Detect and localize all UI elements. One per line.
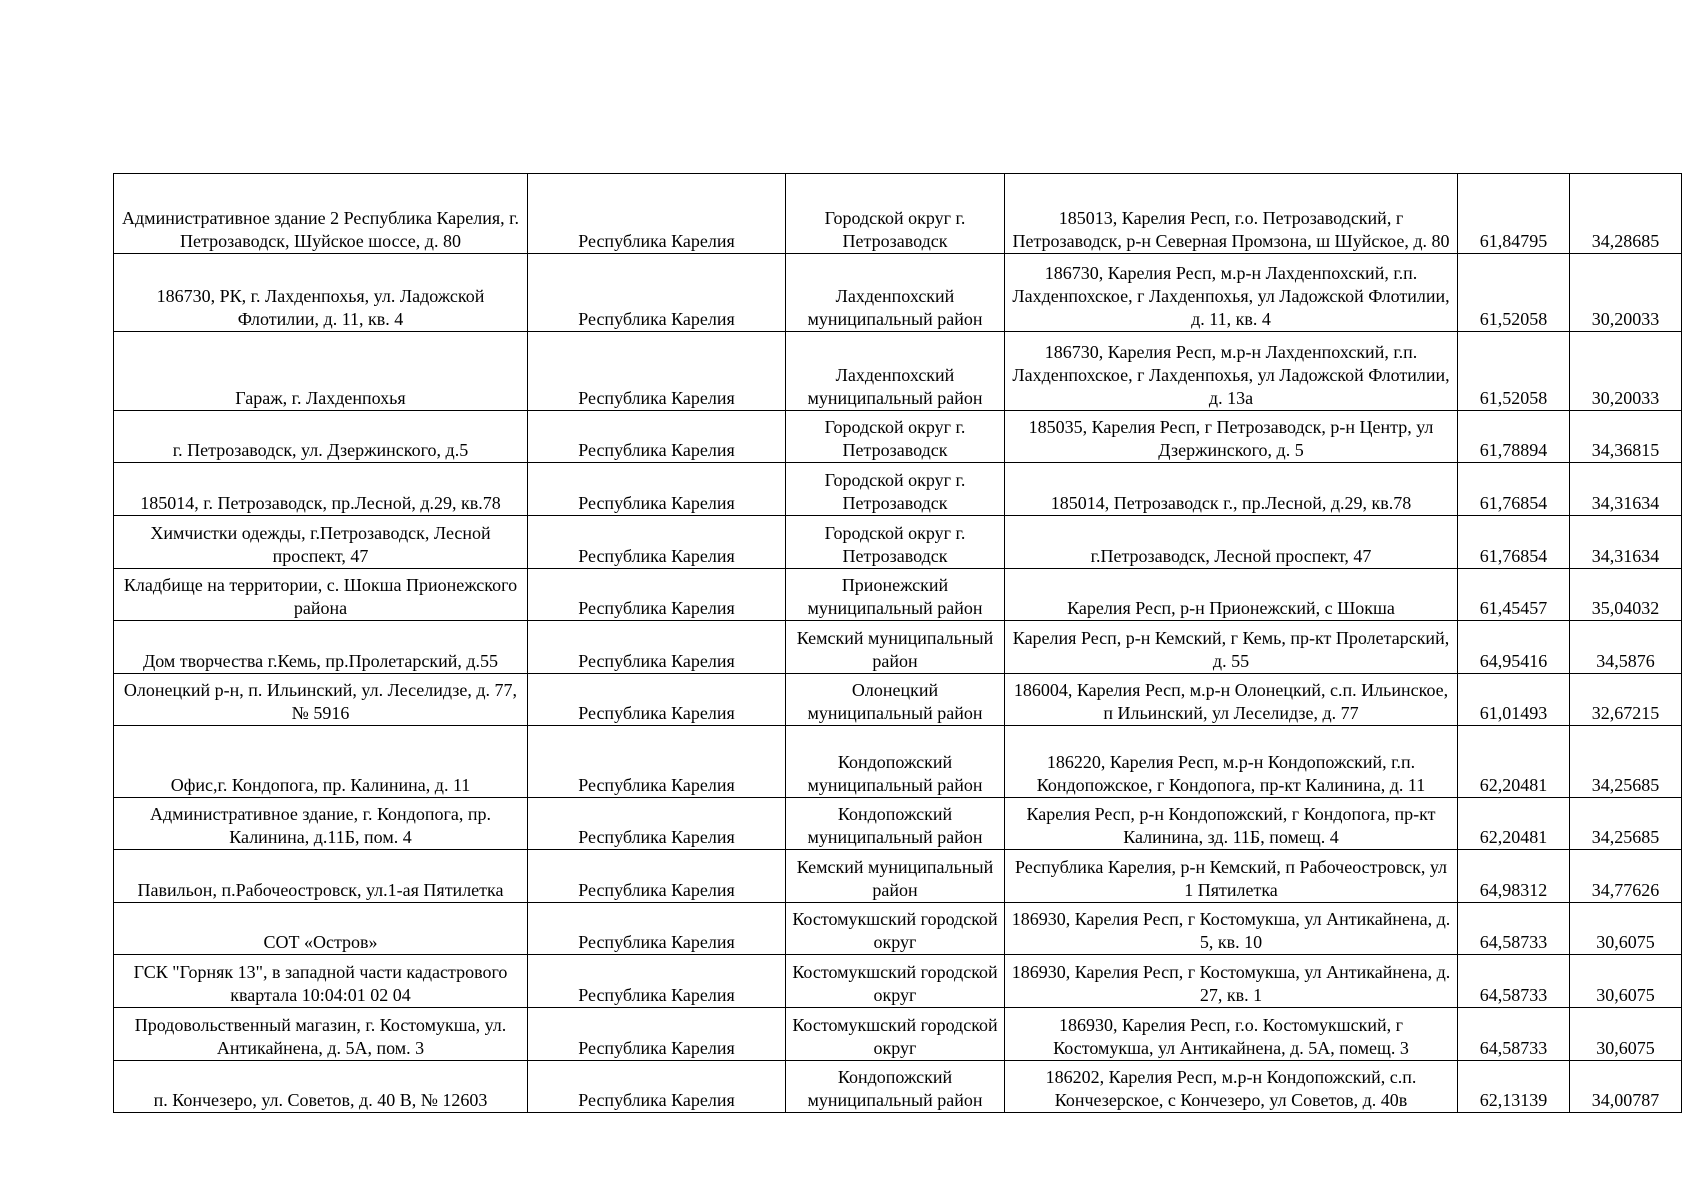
registry-table-body [114, 174, 1682, 1113]
municipality-cell: Городской округ г. Петрозаводск [786, 411, 1005, 463]
table-row [114, 463, 1682, 516]
municipality-cell: Кондопожский муниципальный район [786, 1061, 1005, 1113]
latitude-cell: 61,52058 [1458, 332, 1570, 411]
municipality-cell: Лахденпохский муниципальный район [786, 254, 1005, 332]
latitude-cell: 64,98312 [1458, 850, 1570, 903]
object-name-cell: Олонецкий р-н, п. Ильинский, ул. Леселидзе, д. 77, № 5916 [114, 674, 528, 726]
table-row [114, 174, 1682, 254]
longitude-cell: 30,6075 [1570, 1008, 1682, 1061]
table-row [114, 1008, 1682, 1061]
longitude-cell: 34,00787 [1570, 1061, 1682, 1113]
longitude-cell: 34,31634 [1570, 463, 1682, 516]
object-name-cell: ГСК "Горняк 13", в западной части кадастрового квартала 10:04:01 02 04 [114, 955, 528, 1008]
region-cell: Республика Карелия [528, 903, 786, 955]
latitude-cell: 62,20481 [1458, 798, 1570, 850]
fias-address-cell: Карелия Респ, р-н Кондопожский, г Кондопога, пр-кт Калинина, зд. 11Б, помещ. 4 [1005, 798, 1458, 850]
municipality-cell: Городской округ г. Петрозаводск [786, 463, 1005, 516]
longitude-cell: 34,5876 [1570, 621, 1682, 674]
fias-address-cell: 186220, Карелия Респ, м.р-н Кондопожский, г.п. Кондопожское, г Кондопога, пр-кт Калинина, д. 11 [1005, 726, 1458, 798]
region-cell: Республика Карелия [528, 463, 786, 516]
fias-address-cell: 185035, Карелия Респ, г Петрозаводск, р-н Центр, ул Дзержинского, д. 5 [1005, 411, 1458, 463]
latitude-cell: 61,84795 [1458, 174, 1570, 254]
fias-address-cell: Карелия Респ, р-н Кемский, г Кемь, пр-кт Пролетарский, д. 55 [1005, 621, 1458, 674]
fias-address-cell: 186004, Карелия Респ, м.р-н Олонецкий, с.п. Ильинское, п Ильинский, ул Леселидзе, д. 77 [1005, 674, 1458, 726]
table-row [114, 903, 1682, 955]
region-cell: Республика Карелия [528, 411, 786, 463]
longitude-cell: 30,20033 [1570, 332, 1682, 411]
object-name-cell: Дом творчества г.Кемь, пр.Пролетарский, д.55 [114, 621, 528, 674]
table-row [114, 569, 1682, 621]
latitude-cell: 64,58733 [1458, 955, 1570, 1008]
table-row [114, 798, 1682, 850]
longitude-cell: 34,25685 [1570, 798, 1682, 850]
fias-address-cell: 185014, Петрозаводск г., пр.Лесной, д.29, кв.78 [1005, 463, 1458, 516]
latitude-cell: 61,01493 [1458, 674, 1570, 726]
latitude-cell: 61,78894 [1458, 411, 1570, 463]
fias-address-cell: 186730, Карелия Респ, м.р-н Лахденпохский, г.п. Лахденпохское, г Лахденпохья, ул Ладожской Флотилии, д. 11, кв. 4 [1005, 254, 1458, 332]
object-name-cell: 185014, г. Петрозаводск, пр.Лесной, д.29, кв.78 [114, 463, 528, 516]
table-row [114, 516, 1682, 569]
fias-address-cell: 185013, Карелия Респ, г.о. Петрозаводский, г Петрозаводск, р-н Северная Промзона, ш Шуйское, д. 80 [1005, 174, 1458, 254]
table-row [114, 1061, 1682, 1113]
region-cell: Республика Карелия [528, 332, 786, 411]
municipality-cell: Олонецкий муниципальный район [786, 674, 1005, 726]
region-cell: Республика Карелия [528, 174, 786, 254]
table-row [114, 254, 1682, 332]
object-name-cell: Административное здание, г. Кондопога, пр. Калинина, д.11Б, пом. 4 [114, 798, 528, 850]
fias-address-cell: 186930, Карелия Респ, г.о. Костомукшский, г Костомукша, ул Антикайнена, д. 5А, помещ. 3 [1005, 1008, 1458, 1061]
object-name-cell: п. Кончезеро, ул. Советов, д. 40 В, № 12603 [114, 1061, 528, 1113]
object-name-cell: СОТ «Остров» [114, 903, 528, 955]
fias-address-cell: 186930, Карелия Респ, г Костомукша, ул Антикайнена, д. 5, кв. 10 [1005, 903, 1458, 955]
fias-address-cell: г.Петрозаводск, Лесной проспект, 47 [1005, 516, 1458, 569]
latitude-cell: 64,58733 [1458, 903, 1570, 955]
latitude-cell: 61,52058 [1458, 254, 1570, 332]
object-name-cell: 186730, РК, г. Лахденпохья, ул. Ладожской Флотилии, д. 11, кв. 4 [114, 254, 528, 332]
fias-address-cell: 186930, Карелия Респ, г Костомукша, ул Антикайнена, д. 27, кв. 1 [1005, 955, 1458, 1008]
municipality-cell: Городской округ г. Петрозаводск [786, 174, 1005, 254]
region-cell: Республика Карелия [528, 674, 786, 726]
object-name-cell: Офис,г. Кондопога, пр. Калинина, д. 11 [114, 726, 528, 798]
region-cell: Республика Карелия [528, 569, 786, 621]
longitude-cell: 34,28685 [1570, 174, 1682, 254]
object-name-cell: Гараж, г. Лахденпохья [114, 332, 528, 411]
municipality-cell: Костомукшский городской округ [786, 955, 1005, 1008]
object-name-cell: Административное здание 2 Республика Карелия, г. Петрозаводск, Шуйское шоссе, д. 80 [114, 174, 528, 254]
table-row [114, 850, 1682, 903]
table-row [114, 955, 1682, 1008]
municipality-cell: Городской округ г. Петрозаводск [786, 516, 1005, 569]
region-cell: Республика Карелия [528, 726, 786, 798]
region-cell: Республика Карелия [528, 1061, 786, 1113]
longitude-cell: 32,67215 [1570, 674, 1682, 726]
latitude-cell: 62,20481 [1458, 726, 1570, 798]
fias-address-cell: 186202, Карелия Респ, м.р-н Кондопожский, с.п. Кончезерское, с Кончезеро, ул Советов, д. 40в [1005, 1061, 1458, 1113]
municipality-cell: Кондопожский муниципальный район [786, 726, 1005, 798]
latitude-cell: 64,95416 [1458, 621, 1570, 674]
latitude-cell: 62,13139 [1458, 1061, 1570, 1113]
municipality-cell: Лахденпохский муниципальный район [786, 332, 1005, 411]
region-cell: Республика Карелия [528, 850, 786, 903]
latitude-cell: 61,76854 [1458, 516, 1570, 569]
region-cell: Республика Карелия [528, 798, 786, 850]
region-cell: Республика Карелия [528, 516, 786, 569]
latitude-cell: 61,76854 [1458, 463, 1570, 516]
municipality-cell: Костомукшский городской округ [786, 1008, 1005, 1061]
latitude-cell: 64,58733 [1458, 1008, 1570, 1061]
fias-address-cell: 186730, Карелия Респ, м.р-н Лахденпохский, г.п. Лахденпохское, г Лахденпохья, ул Ладожской Флотилии, д. 13а [1005, 332, 1458, 411]
table-row [114, 674, 1682, 726]
longitude-cell: 30,6075 [1570, 903, 1682, 955]
municipality-cell: Кемский муниципальный район [786, 621, 1005, 674]
longitude-cell: 34,77626 [1570, 850, 1682, 903]
municipality-cell: Кемский муниципальный район [786, 850, 1005, 903]
longitude-cell: 34,31634 [1570, 516, 1682, 569]
longitude-cell: 34,25685 [1570, 726, 1682, 798]
longitude-cell: 34,36815 [1570, 411, 1682, 463]
latitude-cell: 61,45457 [1458, 569, 1570, 621]
object-name-cell: Кладбище на территории, с. Шокша Прионежского района [114, 569, 528, 621]
region-cell: Республика Карелия [528, 955, 786, 1008]
table-row [114, 332, 1682, 411]
fias-address-cell: Карелия Респ, р-н Прионежский, с Шокша [1005, 569, 1458, 621]
object-name-cell: Химчистки одежды, г.Петрозаводск, Лесной проспект, 47 [114, 516, 528, 569]
object-name-cell: Продовольственный магазин, г. Костомукша, ул. Антикайнена, д. 5А, пом. 3 [114, 1008, 528, 1061]
municipality-cell: Кондопожский муниципальный район [786, 798, 1005, 850]
object-name-cell: Павильон, п.Рабочеостровск, ул.1-ая Пятилетка [114, 850, 528, 903]
municipality-cell: Прионежский муниципальный район [786, 569, 1005, 621]
longitude-cell: 30,6075 [1570, 955, 1682, 1008]
table-row [114, 411, 1682, 463]
table-row [114, 621, 1682, 674]
municipality-cell: Костомукшский городской округ [786, 903, 1005, 955]
region-cell: Республика Карелия [528, 1008, 786, 1061]
region-cell: Республика Карелия [528, 621, 786, 674]
registry-table [113, 173, 1682, 1113]
longitude-cell: 35,04032 [1570, 569, 1682, 621]
longitude-cell: 30,20033 [1570, 254, 1682, 332]
region-cell: Республика Карелия [528, 254, 786, 332]
fias-address-cell: Республика Карелия, р-н Кемский, п Рабочеостровск, ул 1 Пятилетка [1005, 850, 1458, 903]
table-row [114, 726, 1682, 798]
object-name-cell: г. Петрозаводск, ул. Дзержинского, д.5 [114, 411, 528, 463]
